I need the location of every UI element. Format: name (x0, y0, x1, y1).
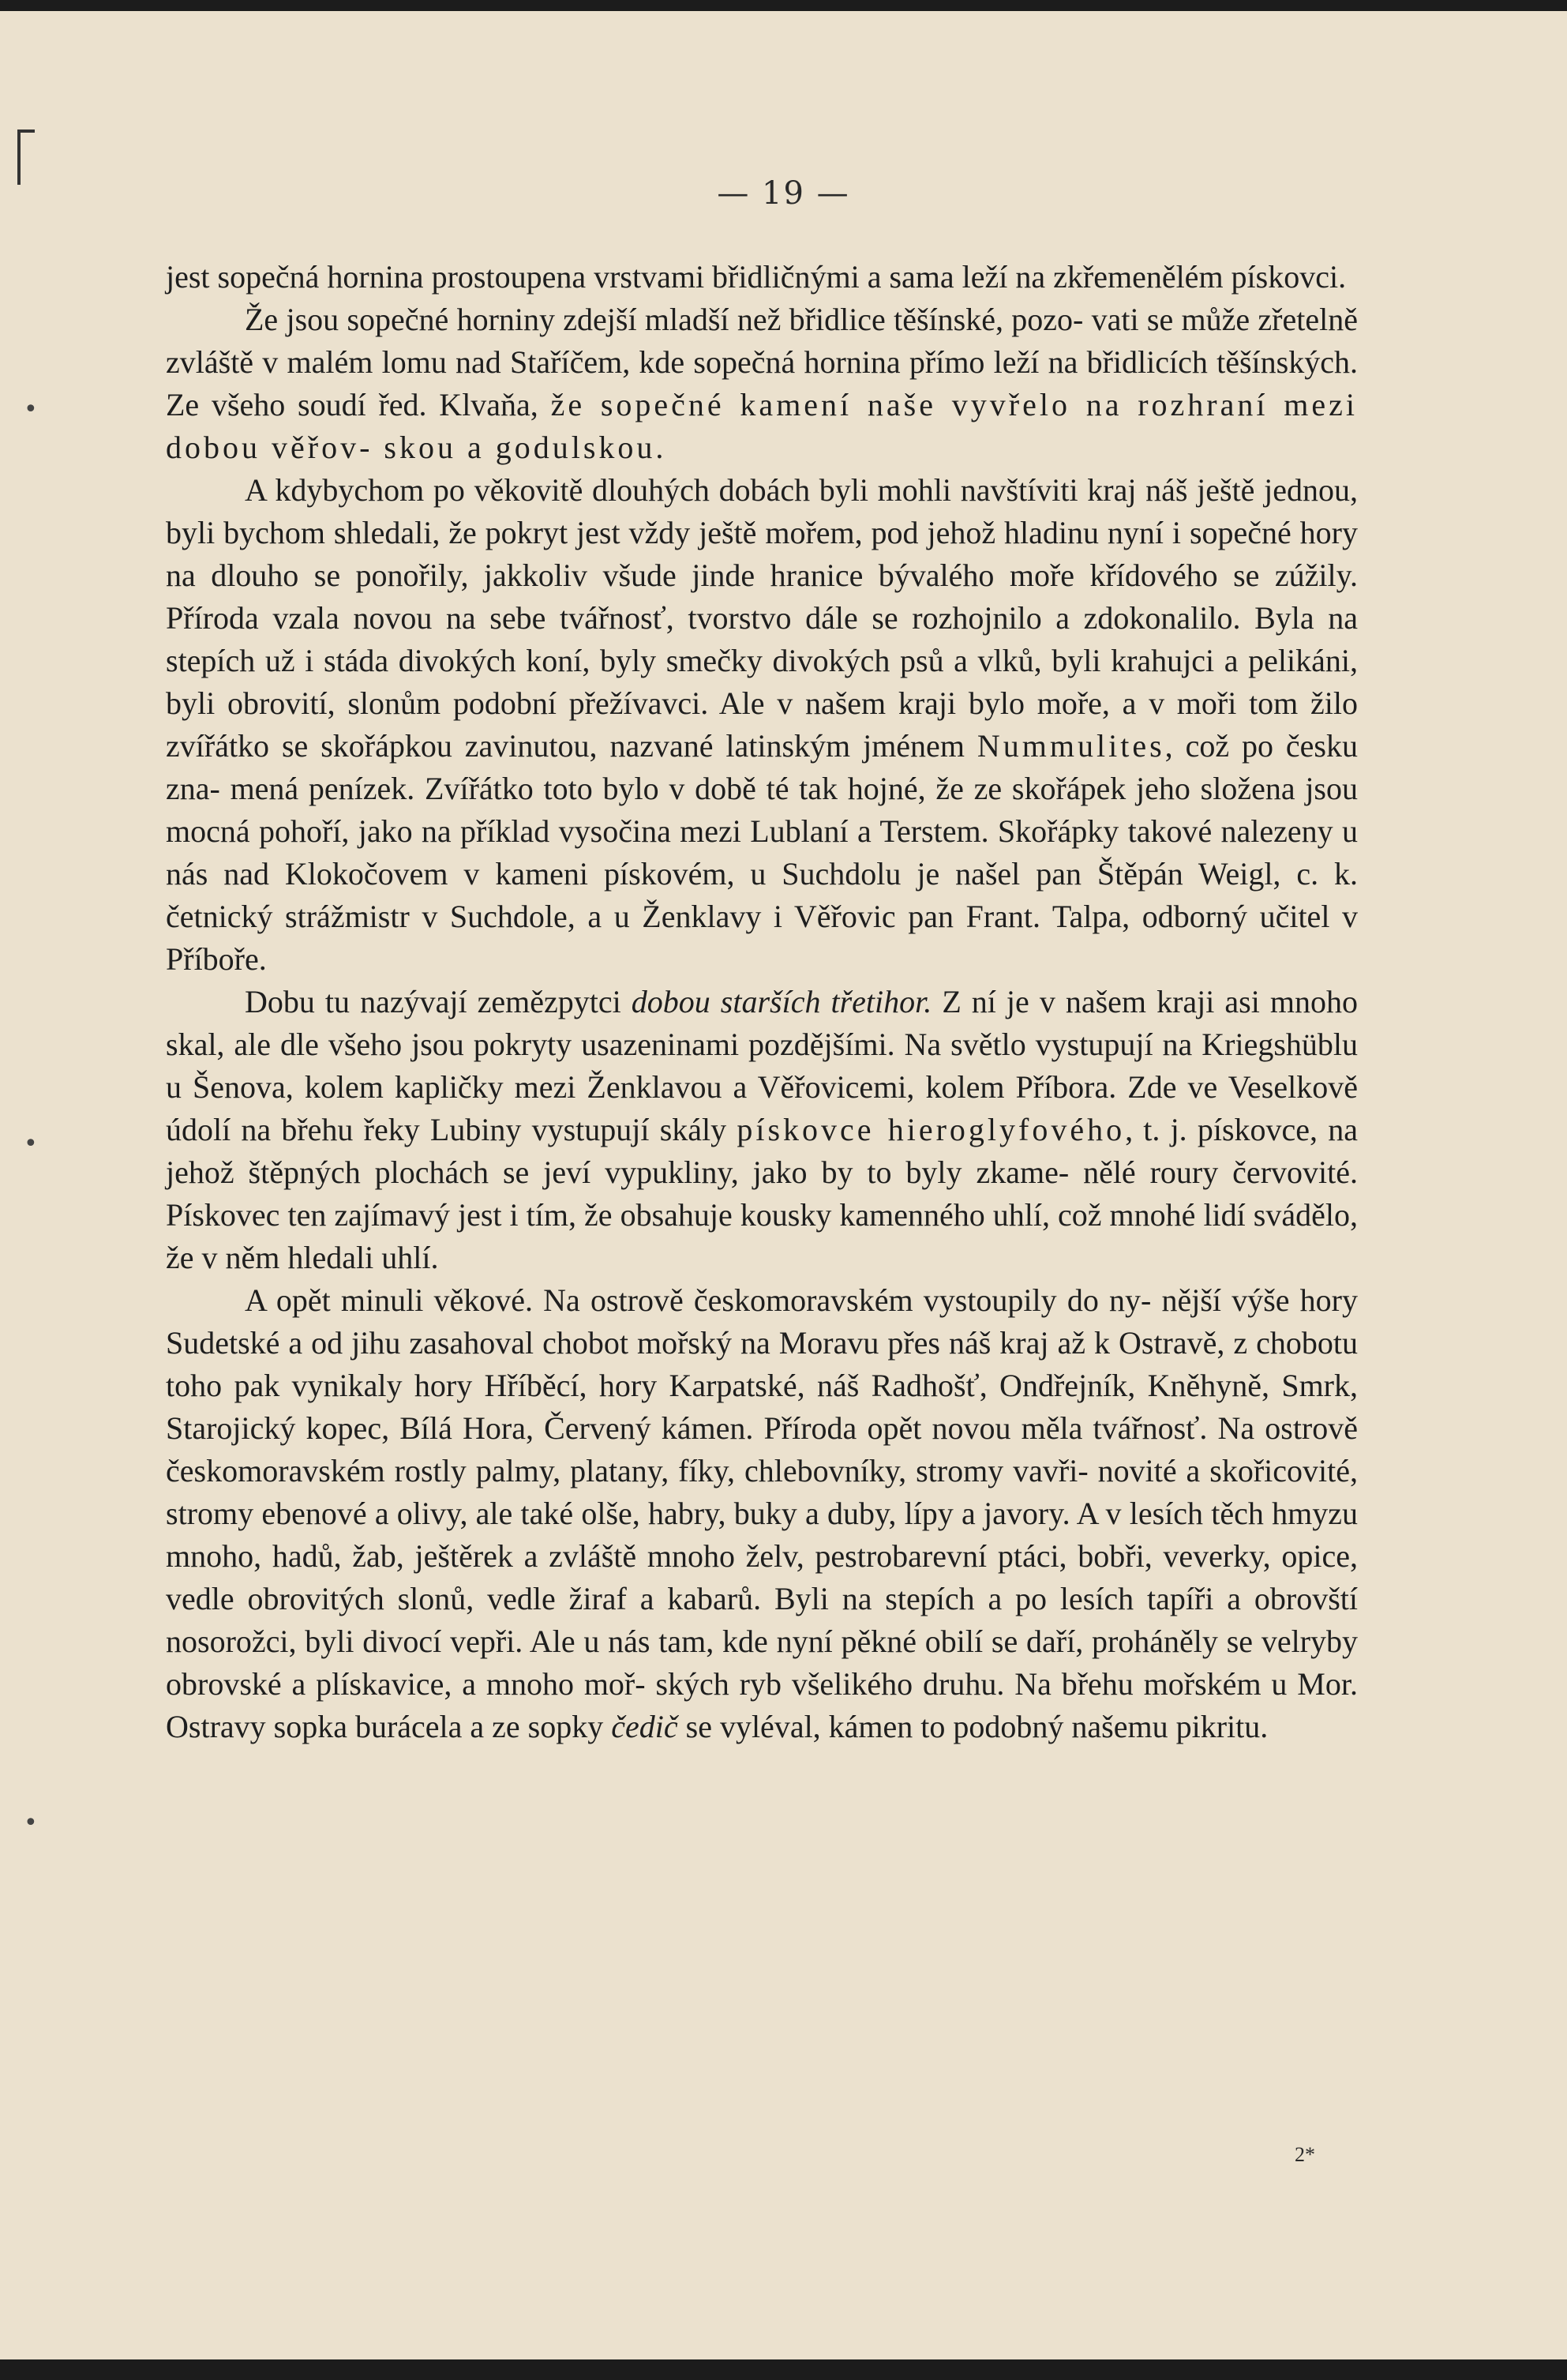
paragraph-p3 (166, 469, 1358, 981)
margin-dot: • (24, 1130, 38, 1158)
text-run: že sopečné kamení naše vyvřelo na rozhraní mezi dobou věřov- skou a godulskou. (166, 387, 1358, 465)
paragraph-p2 (166, 298, 1358, 469)
text-run: pískovce hieroglyfového (737, 1112, 1126, 1147)
text-run: se vyléval, kámen to podobný našemu pikritu. (677, 1709, 1269, 1744)
text-run: , t. j. pískovce, na jehož štěpných plochách se jeví vypukliny, jako by to byly zkame- nělé roury červovité. Pískovec ten zajímavý jest i tím, že obsahuje kousky kamenného uhlí, což mnohé lidí svádělo, že v něm hledali uhlí. (166, 1112, 1358, 1275)
text-run: Nummulites (977, 728, 1165, 764)
text-run: A kdybychom po věkovitě dlouhých dobách byli mohli navštíviti kraj náš ještě jednou, byli bychom shledali, že pokryt jest vždy ještě mořem, pod jehož hladinu nyní i sopečné hory na dlouho se ponořily, jakkoliv všude jinde hranice bývalého moře křídového se zúžily. Příroda vzala novou na sebe tvářnosť, tvorstvo dále se rozhojnilo a zdokonalilo. Byla na stepích už i stáda divokých koní, byly smečky divokých psů a vlků, byli krahujci a pelikáni, byli obrovití, slonům podobní přežívavci. Ale v našem kraji bylo moře, a v moři tom žilo zvířátko se skořápkou zavinutou, nazvané latinským jménem (166, 472, 1358, 764)
text-body (166, 256, 1358, 1748)
text-run: Dobu tu nazývají zemězpytci (245, 984, 632, 1019)
text-run: jest sopečná hornina prostoupena vrstvami břidličnými a sama leží na zkřemenělém pískovci. (166, 259, 1347, 295)
text-run: , což po česku zna- mená penízek. Zvířátko toto bylo v době té tak hojné, že ze skořápek jeho složena jsou mocná pohoří, jako na příklad vysočina mezi Lublaní a Terstem. Skořápky takové nalezeny u nás nad Klokočovem v kameni pískovém, u Suchdolu je našel pan Štěpán Weigl, c. k. četnický strážmistr v Suchdole, a u Ženklavy i Věřovic pan Frant. Talpa, odborný učitel v Příboře. (166, 728, 1358, 977)
paragraph-p4 (166, 981, 1358, 1279)
page-number: — 19 — (717, 175, 850, 212)
text-run: A opět minuli věkové. Na ostrově českomoravském vystoupily do ny- nější výše hory Sudetské a od jihu zasahoval chobot mořský na Moravu přes náš kraj až k Ostravě, z chobotu toho pak vynikaly hory Hříběcí, hory Karpatské, náš Radhošť, Ondřejník, Kněhyně, Smrk, Starojický kopec, Bílá Hora, Červený kámen. Příroda opět novou měla tvářnosť. Na ostrově českomoravském rostly palmy, platany, fíky, chlebovníky, stromy vavři- novité a skořicovité, stromy ebenové a olivy, ale také olše, habry, buky a duby, lípy a javory. A v lesích těch hmyzu mnoho, hadů, žab, ještěrek a zvláště mnoho želv, pestrobarevní ptáci, bobři, veverky, opice, vedle obrovitých slonů, vedle žiraf a kabarů. Byli na stepích a po lesích tapíři a obrovští nosorožci, byli divocí vepři. Ale u nás tam, kde nyní pěkné obilí se daří, proháněly se velryby obrovské a plískavice, a mnoho moř- ských ryb všelikého druhu. Na břehu mořském u Mor. Ostravy sopka burácela a ze sopky (166, 1282, 1358, 1744)
margin-dot: • (24, 396, 38, 423)
paragraph-p5 (166, 1279, 1358, 1748)
printer-signature-mark: 2* (1295, 2143, 1315, 2166)
text-run: dobou starších třetihor. (631, 984, 932, 1019)
paragraph-p1 (166, 256, 1358, 298)
text-run: Z ní je v našem kraji asi mnoho skal, ale dle všeho jsou pokryty usazeninami pozdějšími. Na světlo vystupují na Kriegshüblu u Šenova, kolem kapličky mezi Ženklavou a Věřovicemi, kolem Příbora. Zde ve Veselkově údolí na břehu řeky Lubiny vystupují skály (166, 984, 1358, 1147)
margin-dot: • (24, 1809, 38, 1837)
text-run: Že jsou sopečné horniny zdejší mladší než břidlice těšínské, pozo- vati se může zřetelně zvláště v malém lomu nad Staříčem, kde sopečná hornina přímo leží na břidlicích těšínských. Ze všeho soudí řed. Klvaňa, (166, 302, 1358, 422)
text-run: čedič (611, 1709, 678, 1744)
